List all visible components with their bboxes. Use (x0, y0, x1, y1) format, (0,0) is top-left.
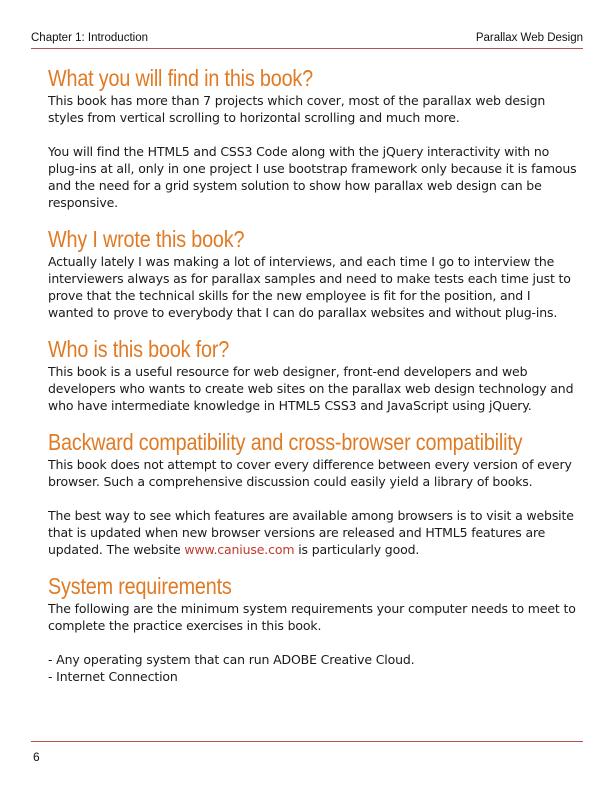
paragraph-with-link (48, 507, 578, 558)
section-why-i-wrote (48, 225, 578, 321)
section-compatibility (48, 428, 578, 558)
text-before-link: The best way to see which features are available among browsers is to visit a website that is updated when new browser versions are released and HTML5 features are updated. The website (48, 508, 574, 557)
section-heading: What you will find in this book? (48, 65, 313, 91)
paragraph: This book does not attempt to cover every difference between every version of every browser. Such a comprehensive discussion could easily yield a library of books. (48, 457, 572, 489)
section-heading: System requirements (48, 573, 232, 599)
section-heading: Why I wrote this book? (48, 226, 245, 252)
book-title: Parallax Web Design (475, 32, 583, 44)
paragraph: This book is a useful resource for web designer, front-end developers and web developers who wants to create web sites on the parallax web design technology and who have intermediate knowledge in HTML5 CSS3 and JavaScript using jQuery. (48, 364, 574, 413)
page-body (48, 64, 578, 685)
header-divider (31, 48, 583, 49)
section-heading: Who is this book for? (48, 336, 230, 362)
page-header (31, 32, 583, 48)
caniuse-link[interactable]: www.caniuse.com (184, 542, 295, 557)
page-number: 6 (33, 750, 40, 764)
section-what-you-will-find (48, 64, 578, 211)
list-item: - Any operating system that can run ADOBE Creative Cloud. (48, 652, 415, 667)
list-item: - Internet Connection (48, 669, 178, 684)
paragraph: You will find the HTML5 and CSS3 Code along with the jQuery interactivity with no plug-ins at all, only in one project I use bootstrap framework only because it is famous and the need for a grid system solution to show how parallax web design can be responsive. (48, 144, 577, 210)
chapter-label: Chapter 1: Introduction (31, 32, 148, 44)
paragraph: The following are the minimum system requirements your computer needs to meet to complete the practice exercises in this book. (48, 601, 576, 633)
requirements-list (48, 651, 578, 685)
footer-divider (31, 741, 583, 742)
text-after-link: is particularly good. (294, 542, 420, 557)
section-heading: Backward compatibility and cross-browser compatibility (48, 429, 523, 455)
section-who-is-this-for (48, 335, 578, 414)
paragraph: Actually lately I was making a lot of interviews, and each time I go to interview the interviewers always as for parallax samples and need to make tests each time just to prove that the technical skills for the new employee is fit for the position, and I wanted to prove to everybody that I can do parallax websites and without plug-ins. (48, 254, 571, 320)
section-system-requirements (48, 572, 578, 685)
paragraph: This book has more than 7 projects which cover, most of the parallax web design styles from vertical scrolling to horizontal scrolling and much more. (48, 93, 546, 125)
